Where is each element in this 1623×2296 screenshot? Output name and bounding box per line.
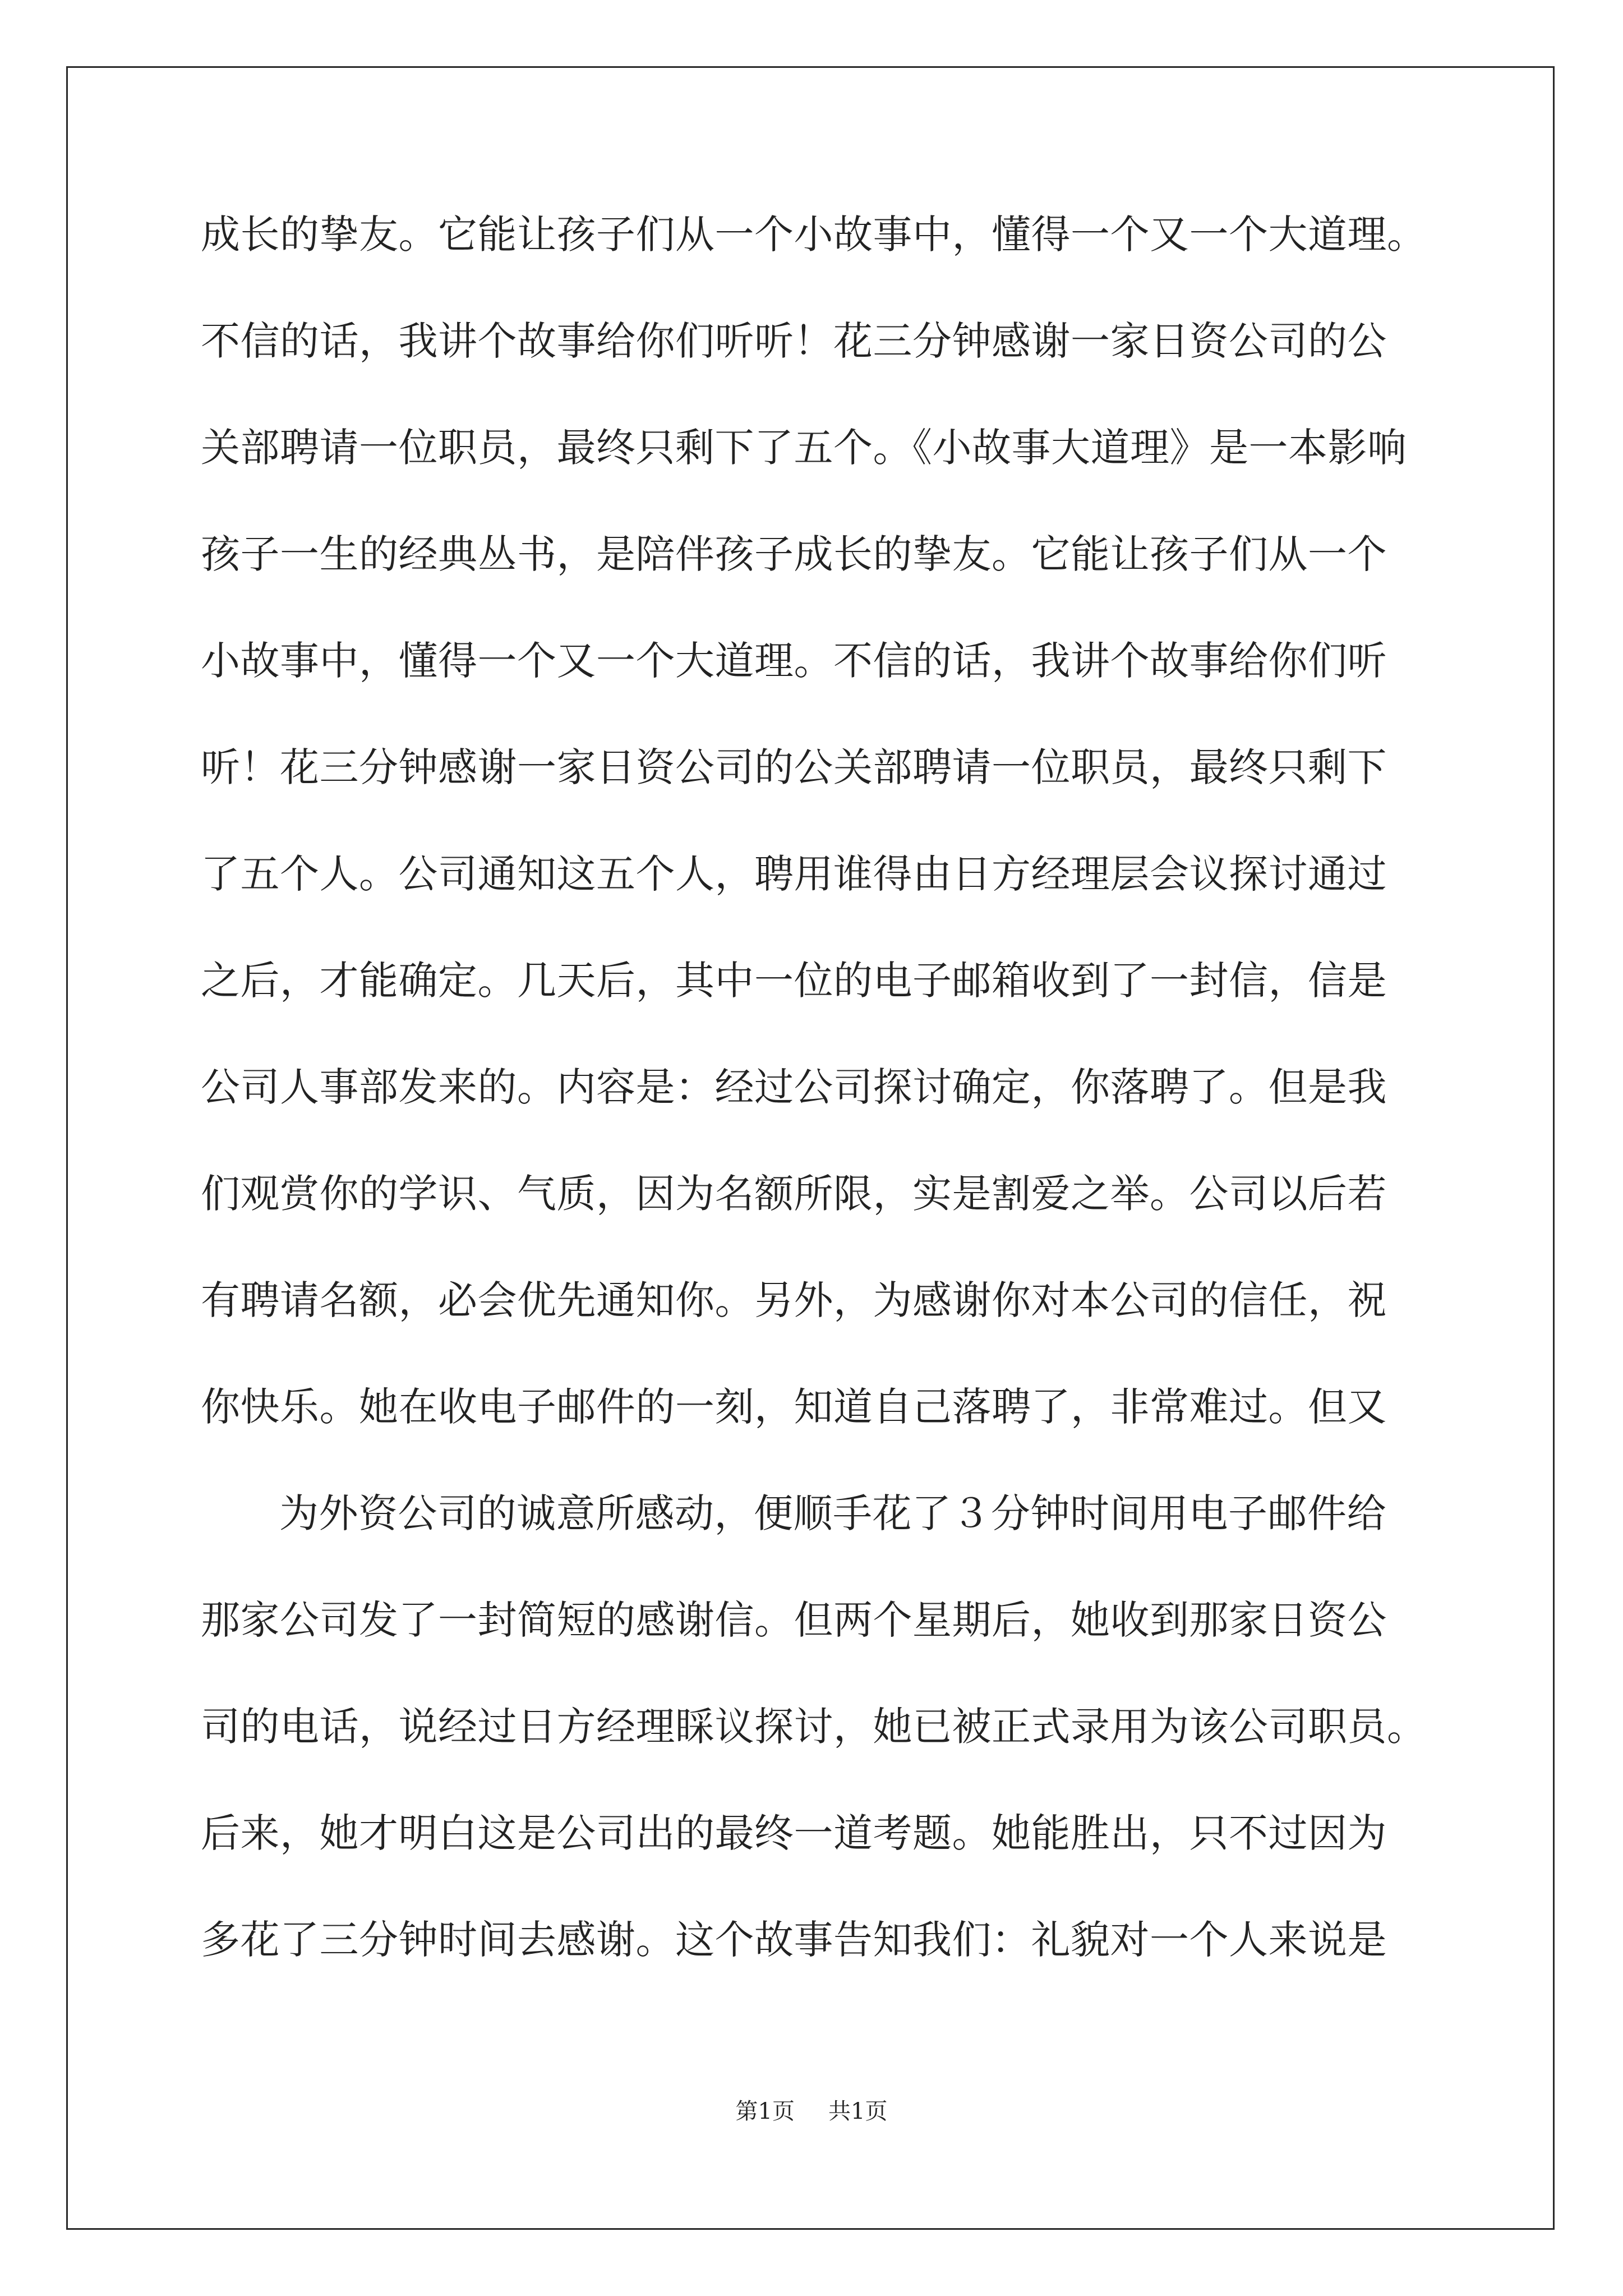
text-line: 孩子一生的经典丛书，是陪伴孩子成长的挚友。它能让孩子们从一个 — [201, 531, 1387, 577]
text-line: 有聘请名额，必会优先通知你。另外，为感谢你对本公司的信任，祝 — [201, 1277, 1387, 1323]
paragraph-first-line: 为外资公司的诚意所感动，便顺手花了３分钟时间用电子邮件给 — [279, 1490, 1386, 1536]
page-number: 第1页 — [735, 2099, 795, 2124]
text-line: 成长的挚友。它能让孩子们从一个小故事中，懂得一个又一个大道理。 — [201, 211, 1427, 257]
page-total: 共1页 — [828, 2099, 888, 2124]
text-line: 后来，她才明白这是公司出的最终一道考题。她能胜出，只不过因为 — [201, 1810, 1387, 1856]
page-footer — [0, 2093, 1623, 2125]
text-line: 你快乐。她在收电子邮件的一刻，知道自己落聘了，非常难过。但又 — [201, 1384, 1387, 1430]
text-line: 们观赏你的学识、气质，因为名额所限，实是割爱之举。公司以后若 — [201, 1171, 1387, 1217]
text-line: 之后，才能确定。几天后，其中一位的电子邮箱收到了一封信，信是 — [201, 958, 1387, 1004]
text-line: 那家公司发了一封简短的感谢信。但两个星期后，她收到那家日资公 — [201, 1597, 1387, 1643]
text-line: 公司人事部发来的。内容是：经过公司探讨确定，你落聘了。但是我 — [201, 1064, 1387, 1110]
text-line: 司的电话，说经过日方经理睬议探讨，她已被正式录用为该公司职员。 — [201, 1704, 1427, 1750]
text-line: 关部聘请一位职员，最终只剩下了五个。《小故事大道理》是一本影响 — [201, 425, 1407, 471]
text-line: 听！花三分钟感谢一家日资公司的公关部聘请一位职员，最终只剩下 — [201, 744, 1387, 790]
text-line: 了五个人。公司通知这五个人，聘用谁得由日方经理层会议探讨通过 — [201, 851, 1387, 897]
document-body — [201, 206, 1435, 2018]
text-line: 多花了三分钟时间去感谢。这个故事告知我们：礼貌对一个人来说是 — [201, 1917, 1387, 1963]
text-line: 小故事中，懂得一个又一个大道理。不信的话，我讲个故事给你们听 — [201, 638, 1387, 684]
text-line: 不信的话，我讲个故事给你们听听！花三分钟感谢一家日资公司的公 — [201, 318, 1387, 364]
